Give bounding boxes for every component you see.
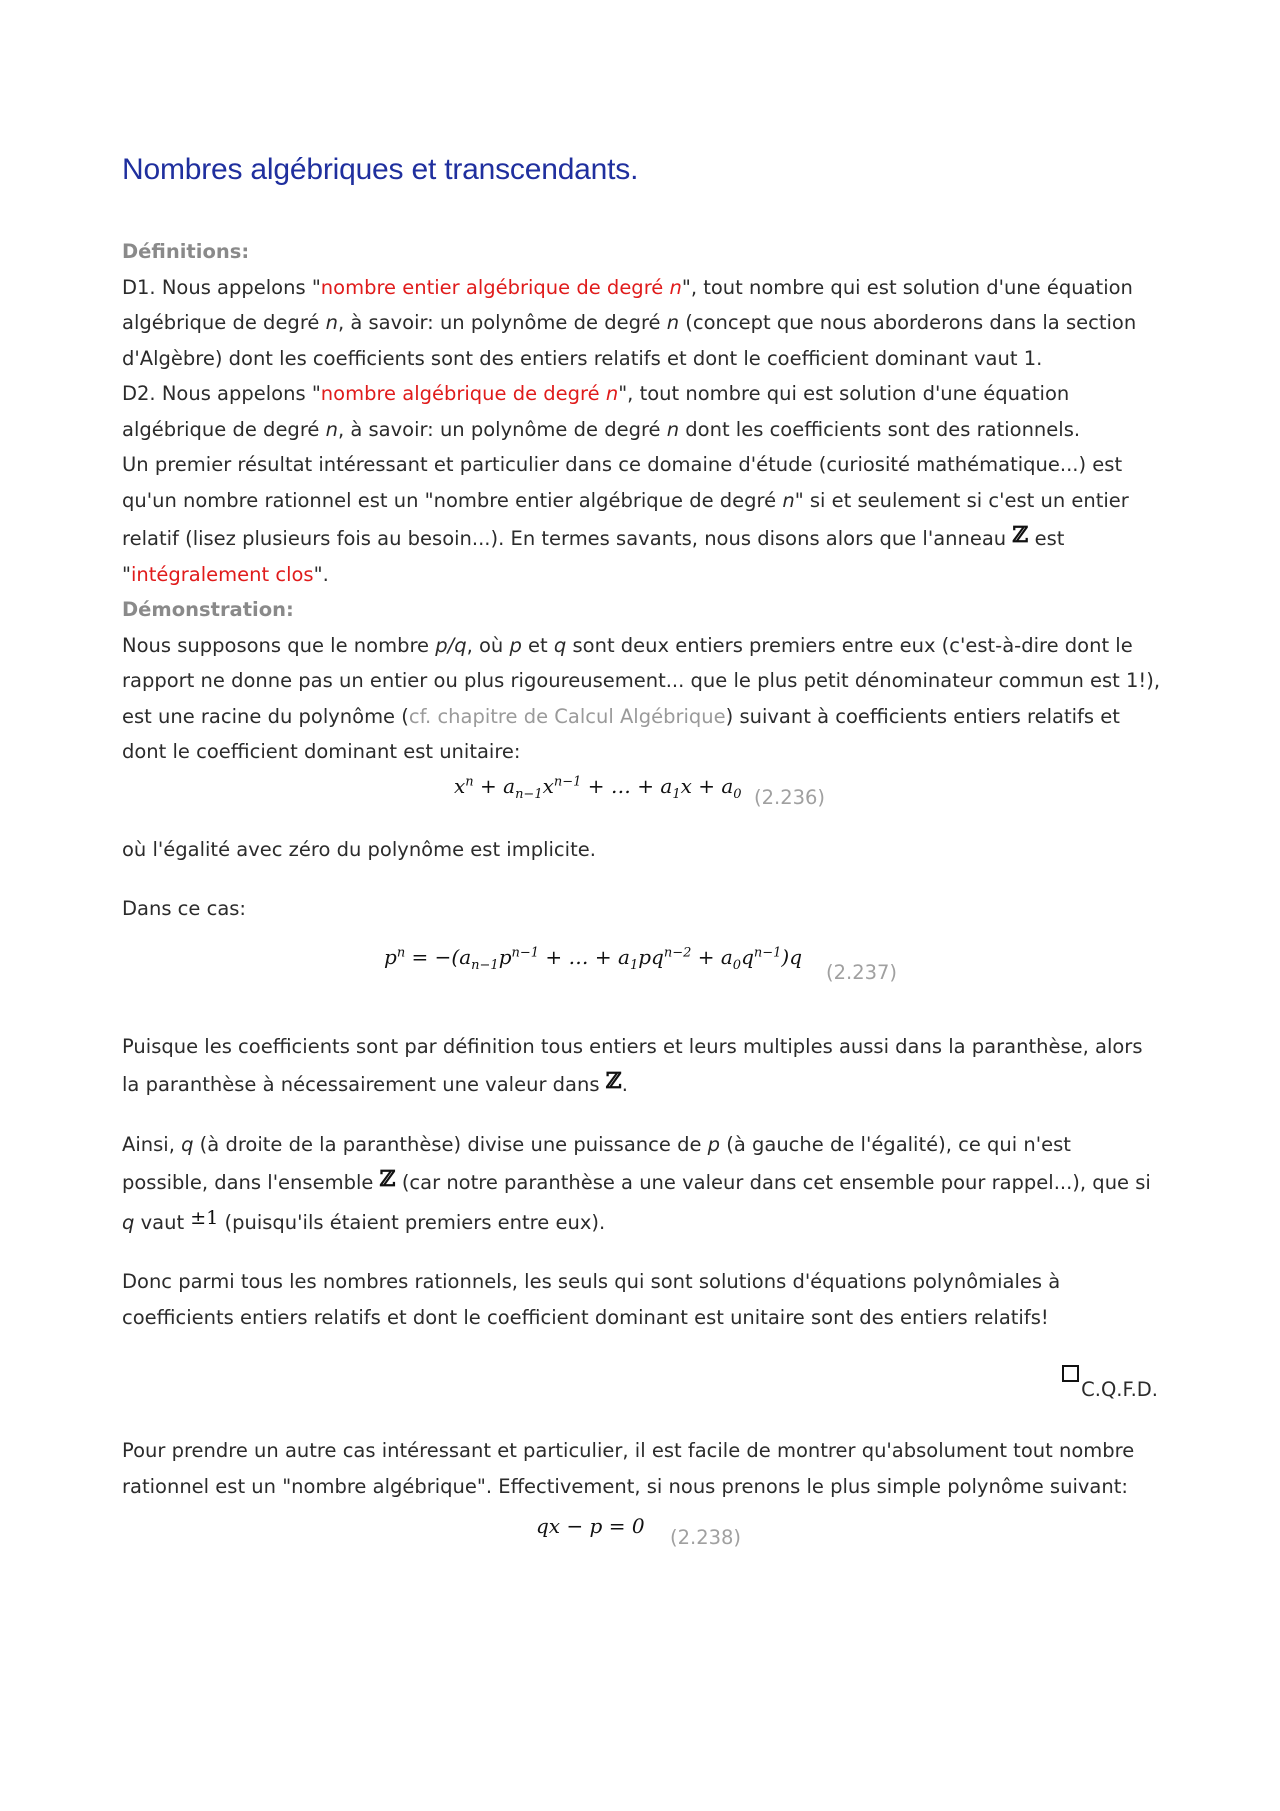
demonstration-paragraph-5: Ainsi, q (à droite de la paranthèse) divise une puissance de p (à gauche de l'égalité), ce qui n'est possible, dans l'ensemble ℤ (car notre paranthèse a une valeur dans cet ensemble pour rappel...), que si q vaut ±1 (puisqu'ils étaient premiers entre eux).	[122, 1132, 1151, 1234]
article-body	[122, 234, 1162, 1570]
integers-ring-symbol: ℤ	[605, 1068, 622, 1094]
qed-mark	[1062, 1365, 1158, 1401]
equation-number-2-238: (2.238)	[670, 1526, 742, 1549]
demonstration-paragraph-2: où l'égalité avec zéro du polynôme est implicite.	[122, 837, 596, 861]
definition-d1: D1. Nous appelons "nombre entier algébrique de degré n", tout nombre qui est solution d'une équation algébrique de degré n, à savoir: un polynôme de degré n (concept que nous aborderons dans la section d'Algèbre) dont les coefficients sont des entiers relatifs et dont le coefficient dominant vaut 1.	[122, 275, 1137, 370]
integers-ring-symbol: ℤ	[379, 1166, 396, 1192]
demonstration-heading: Démonstration:	[122, 598, 294, 621]
demonstration-paragraph-4: Puisque les coefficients sont par définition tous entiers et leurs multiples aussi dans la paranthèse, alors la paranthèse à nécessairement une valeur dans ℤ.	[122, 1034, 1143, 1096]
page-title: Nombres algébriques et transcendants.	[122, 153, 639, 186]
demonstration-paragraph-6: Donc parmi tous les nombres rationnels, les seuls qui sont solutions d'équations polynômiales à coefficients entiers relatifs et dont le coefficient dominant est unitaire sont des entiers relatifs!	[122, 1270, 1061, 1329]
qed-row	[122, 1335, 1162, 1427]
equation-number-2-237: (2.237)	[826, 960, 898, 984]
link-calcul-algebrique[interactable]: cf. chapitre de Calcul Algébrique	[408, 704, 726, 728]
paragraph-rational-algebraic: Pour prendre un autre cas intéressant et particulier, il est facile de montrer qu'absolument tout nombre rationnel est un "nombre algébrique". Effectivement, si nous prenons le plus simple polynôme suivant:	[122, 1439, 1135, 1498]
qed-text: C.Q.F.D.	[1081, 1378, 1158, 1401]
formula-2-237: $p^n = -(a_{n-1}p^{n-1}$ + … + $a_1pq^{n-2} + a_0q^{n-1})q$	[384, 944, 803, 973]
equation-2-237	[122, 937, 1162, 1025]
definition-d2: D2. Nous appelons "nombre algébrique de degré n", tout nombre qui est solution d'une équation algébrique de degré n, à savoir: un polynôme de degré n dont les coefficients sont des rationnels.	[122, 382, 1081, 441]
term-algebrique: nombre algébrique de degré n	[320, 382, 619, 405]
formula-2-236: $x^n + a_{n-1}x^{n-1}$ + … + $a_1x + a_0$	[454, 773, 742, 802]
equation-2-238	[122, 1510, 1162, 1570]
integers-ring-symbol: ℤ	[1012, 522, 1029, 548]
demonstration-paragraph-1: Nous supposons que le nombre p/q, où p et q sont deux entiers premiers entre eux (c'est-à-dire dont le rapport ne donne pas un entier ou plus rigoureusement... que le plus petit dénominateur commun est 1!), est une racine du polynôme (cf. chapitre de Calcul Algébrique) suivant à coefficients entiers relatifs et dont le coefficient dominant est unitaire:	[122, 633, 1161, 763]
equation-number-2-236: (2.236)	[754, 785, 826, 809]
definitions-heading: Définitions:	[122, 240, 250, 263]
plus-minus-one: ±1	[190, 1206, 219, 1229]
term-entier-algebrique: nombre entier algébrique de degré n	[320, 275, 682, 299]
formula-2-238: qx − p = 0	[536, 1514, 645, 1538]
qed-square-icon	[1062, 1365, 1079, 1382]
result-paragraph: Un premier résultat intéressant et particulier dans ce domaine d'étude (curiosité mathématique...) est qu'un nombre rationnel est un "nombre entier algébrique de degré n" si et seulement si c'est un entier relatif (lisez plusieurs fois au besoin...). En termes savants, nous disons alors que l'anneau ℤ est "intégralement clos".	[122, 453, 1129, 586]
equation-2-236	[122, 770, 1162, 832]
demonstration-paragraph-3: Dans ce cas:	[122, 897, 246, 920]
term-integralement-clos: intégralement clos	[130, 562, 314, 586]
